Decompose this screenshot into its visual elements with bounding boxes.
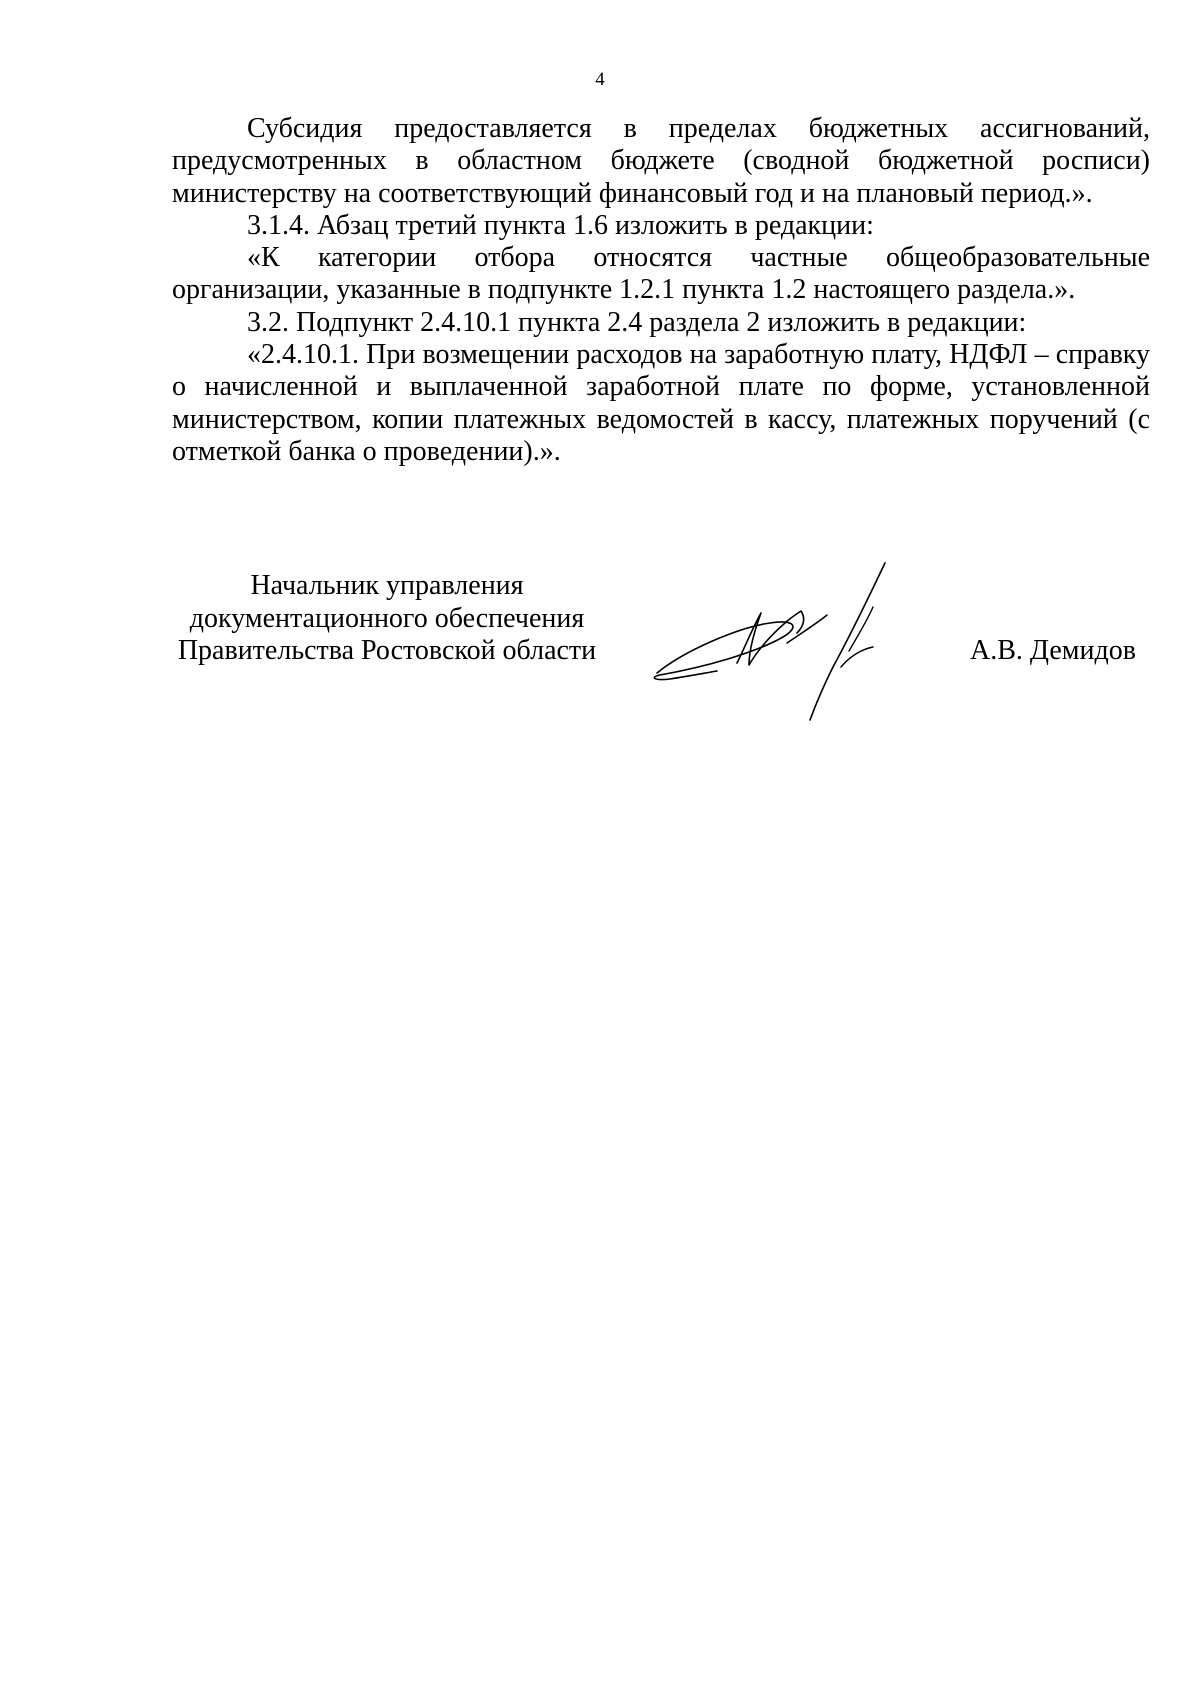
position-line: Начальник управления [250, 570, 524, 601]
position-line: Правительства Ростовской области [177, 635, 597, 666]
paragraph: Субсидия предоставляется в пределах бюджетных ассигнований, предусмотренных в областном бюджете (сводной бюджетной росписи) министерству на соответствующий финансовый год и на плановый период.». [172, 113, 1150, 209]
paragraph: 3.2. Подпункт 2.4.10.1 пункта 2.4 раздела 2 изложить в редакции: [247, 306, 1027, 338]
paragraph: 3.1.4. Абзац третий пункта 1.6 изложить в редакции: [247, 209, 874, 241]
position-line: документационного обеспечения [189, 602, 585, 634]
page-number: 4 [595, 69, 605, 90]
document-body [172, 113, 1150, 468]
paragraph: «К категории отбора относятся частные общеобразовательные организации, указанные в подпункте 1.2.1 пункта 1.2 настоящего раздела.». [172, 242, 1150, 306]
handwritten-signature [645, 555, 945, 725]
paragraph: «2.4.10.1. При возмещении расходов на заработную плату, НДФЛ – справку о начисленной и выплаченной заработной плате по форме, установленной министерством, копии платежных ведомостей в кассу, платежных поручений (с отметкой банка о проведении).». [172, 339, 1150, 467]
signer-name: А.В. Демидов [970, 635, 1136, 666]
signer-position [172, 570, 602, 668]
